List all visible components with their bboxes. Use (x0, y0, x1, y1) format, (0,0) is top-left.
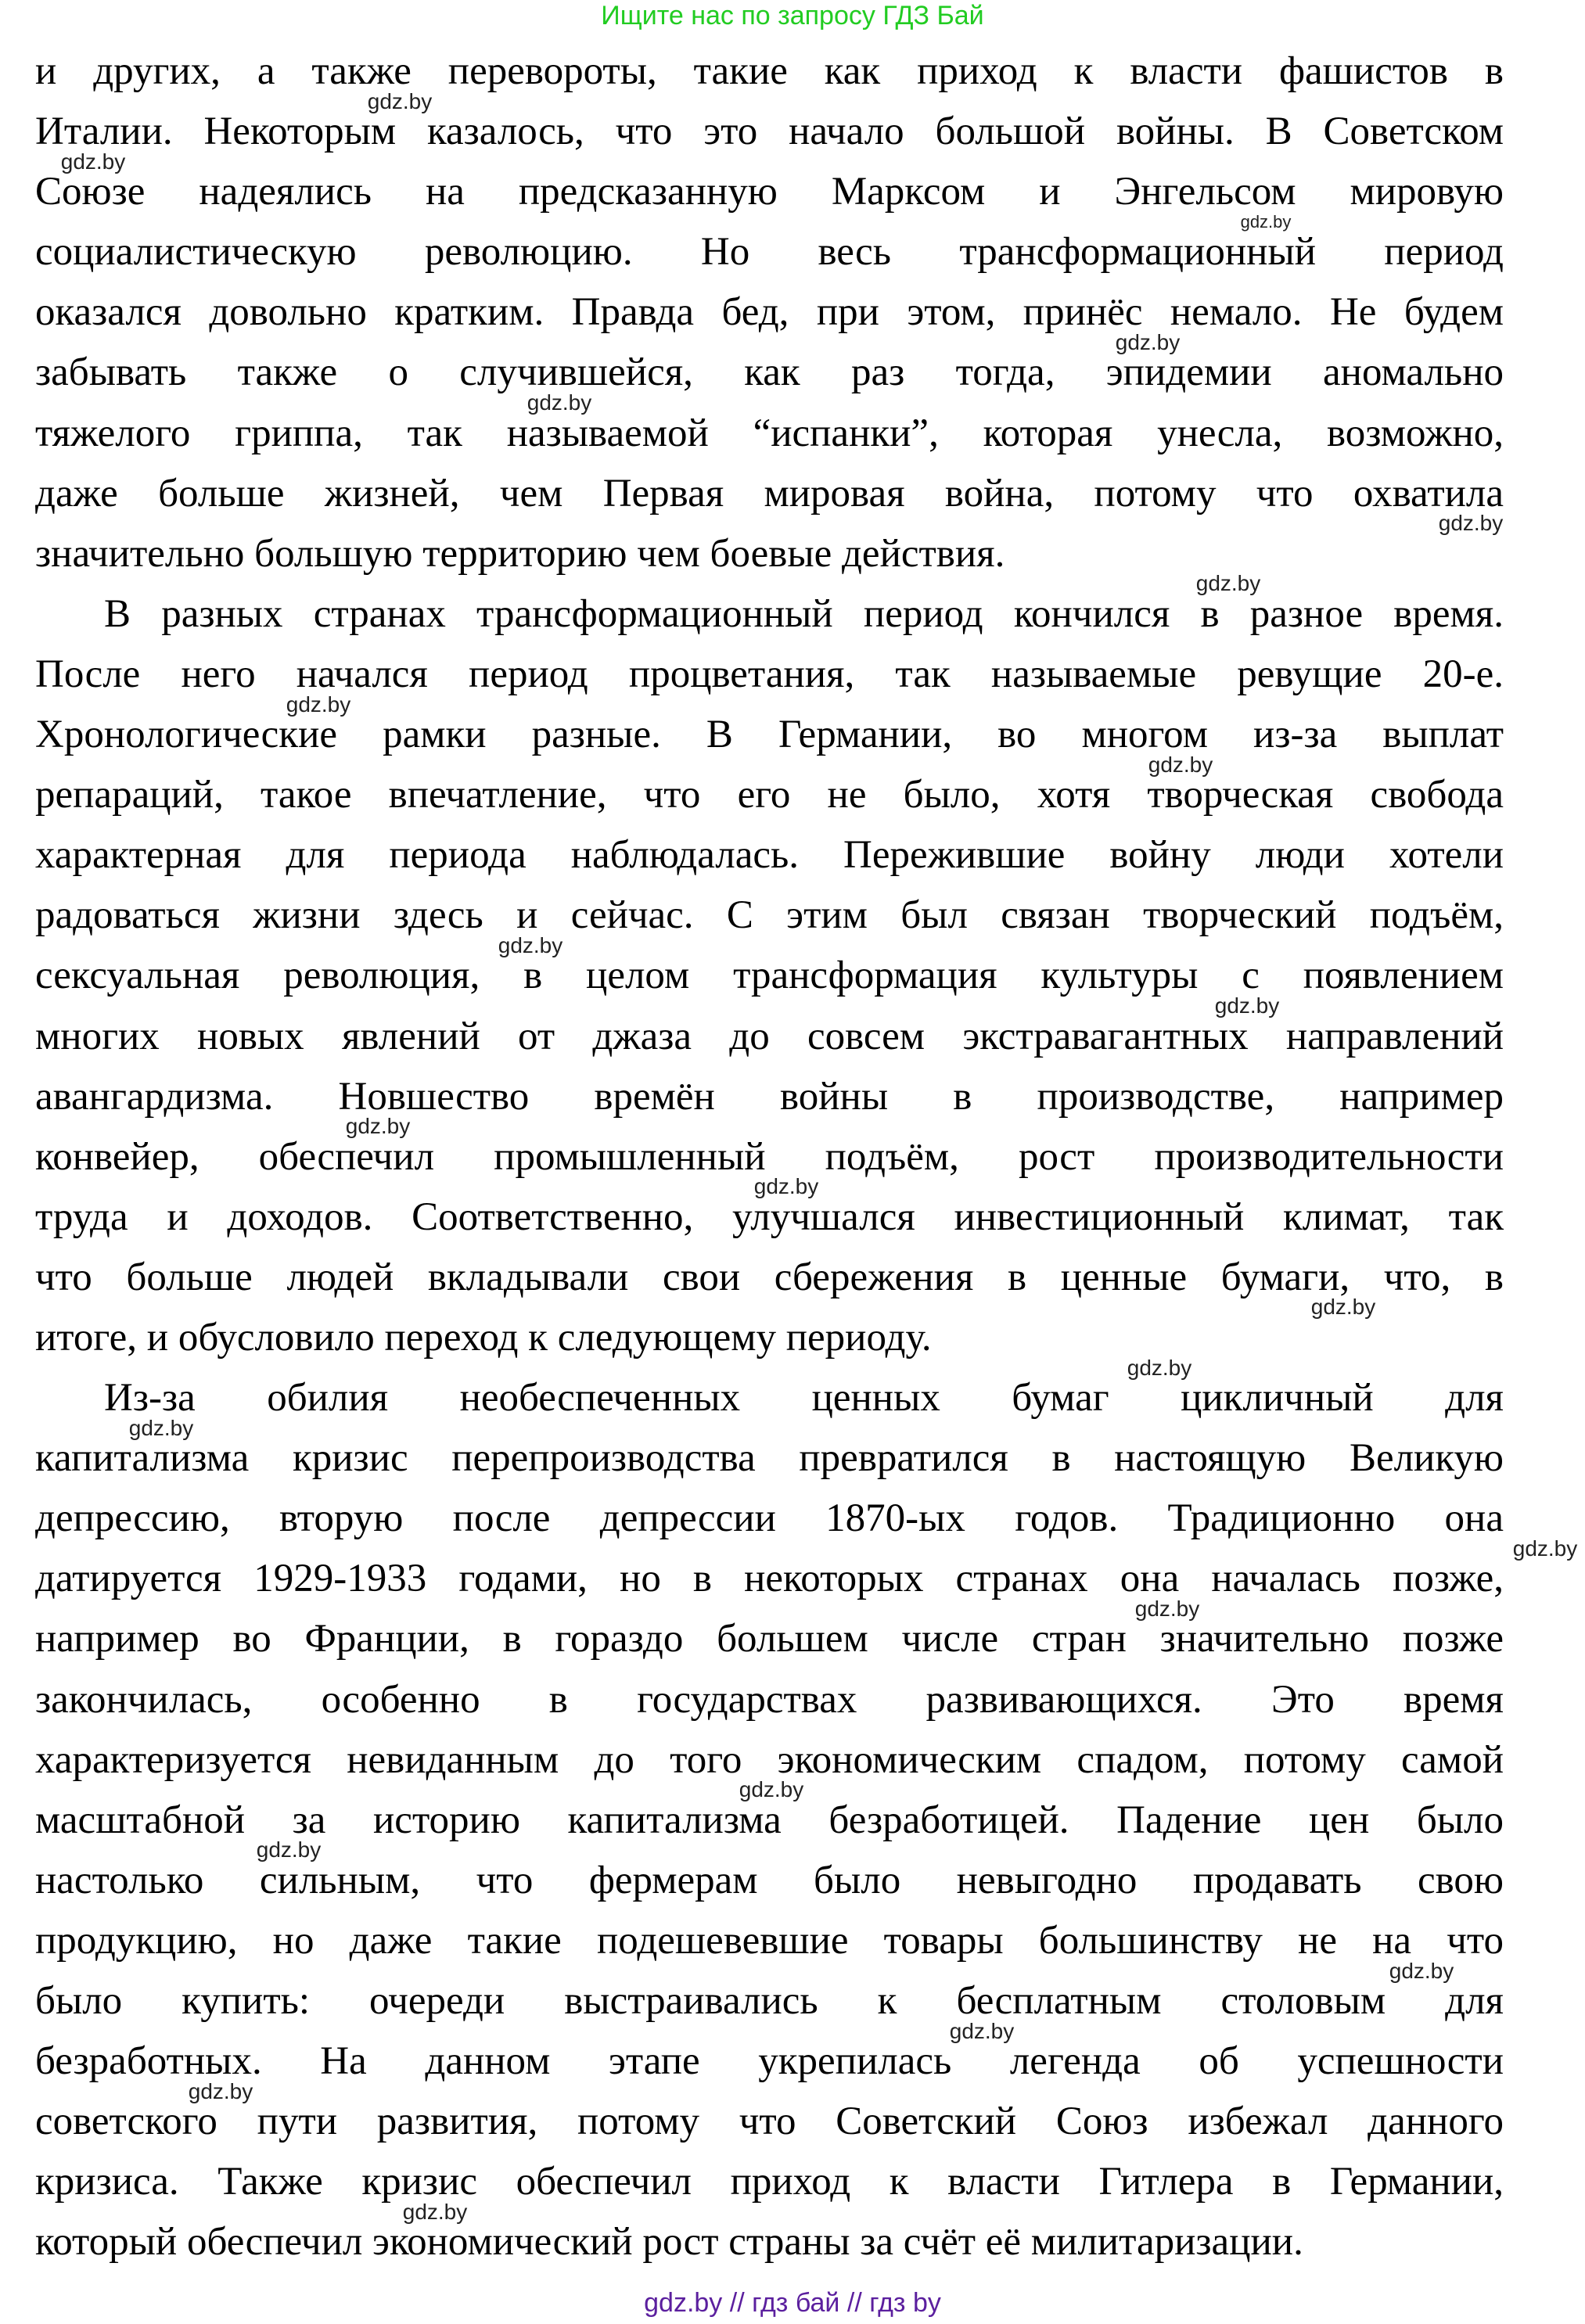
text-line: сексуальная революция, в целом трансформация культуры с появлением (35, 954, 1504, 998)
watermark: gdz.by (345, 1114, 411, 1138)
text-line: оказался довольно кратким. Правда бед, при этом, принёс немало. Не будем (35, 290, 1504, 335)
watermark: gdz.by (256, 1837, 322, 1862)
text-line: Из-за обилия необеспеченных ценных бумаг цикличный для (104, 1376, 1504, 1421)
watermark: gdz.by (1195, 571, 1261, 595)
document-body (35, 41, 1504, 2272)
text-line: радоваться жизни здесь и сейчас. С этим был связан творческий подъём, (35, 893, 1504, 938)
search-promo-header: Ищите нас по запросу ГДЗ Бай (601, 1, 984, 31)
watermark: gdz.by (60, 149, 126, 174)
text-line: кризиса. Также кризис обеспечил приход к власти Гитлера в Германии, (35, 2160, 1504, 2204)
text-line: настолько сильным, что фермерам было невыгодно продавать свою (35, 1858, 1504, 1902)
text-line: закончилась, особенно в государствах развивающихся. Это время (35, 1677, 1504, 1722)
watermark: gdz.by (1127, 1356, 1192, 1380)
text-line: было купить: очереди выстраивались к бесплатным столовым для (35, 1979, 1504, 2023)
paragraph (35, 41, 1504, 584)
watermark: gdz.by (527, 390, 592, 415)
text-line: характерная для периода наблюдалась. Пережившие войну люди хотели (35, 833, 1504, 878)
text-line: масштабной за историю капитализма безработицей. Падение цен было (35, 1798, 1504, 1842)
watermark: gdz.by (1512, 1536, 1578, 1561)
text-line: забывать также о случившейся, как раз тогда, эпидемии аномально (35, 350, 1504, 395)
text-line: и других, а также перевороты, такие как приход к власти фашистов в (35, 49, 1504, 93)
watermark: gdz.by (1240, 212, 1292, 232)
text-line: Союзе надеялись на предсказанную Марксом и Энгельсом мировую (35, 170, 1504, 214)
paragraph (35, 1368, 1504, 2272)
text-line: авангардизма. Новшество времён войны в производстве, например (35, 1074, 1504, 1119)
text-line: социалистическую революцию. Но весь трансформационный период (35, 230, 1504, 275)
text-line: труда и доходов. Соответственно, улучшался инвестиционный климат, так (35, 1194, 1504, 1239)
text-line: депрессию, вторую после депрессии 1870-ых годов. Традиционно она (35, 1496, 1504, 1541)
text-line: характеризуется невиданным до того экономическим спадом, потому самой (35, 1737, 1504, 1782)
text-line: тяжелого гриппа, так называемой “испанки”, которая унесла, возможно, (35, 411, 1504, 455)
text-line: капитализма кризис перепроизводства превратился в настоящую Великую (35, 1436, 1504, 1481)
text-line: итоге, и обусловило переход к следующему периоду. (35, 1315, 932, 1360)
text-line: который обеспечил экономический рост страны за счёт её милитаризации. (35, 2220, 1303, 2265)
watermark: gdz.by (367, 89, 433, 113)
text-line: значительно большую территорию чем боевые действия. (35, 531, 1005, 576)
watermark: gdz.by (1438, 511, 1504, 535)
text-line: Хронологические рамки разные. В Германии, во многом из-за выплат (35, 713, 1504, 757)
watermark: gdz.by (753, 1174, 819, 1198)
text-line: В разных странах трансформационный период кончился в разное время. (104, 591, 1504, 636)
text-line: продукцию, но даже такие подешевевшие товары большинству не на что (35, 1918, 1504, 1963)
text-line: датируется 1929-1933 годами, но в некоторых странах она началась позже, (35, 1557, 1504, 1601)
paragraph (35, 584, 1504, 1368)
text-line: что больше людей вкладывали свои сбережения в ценные бумаги, что, в (35, 1255, 1504, 1299)
watermark: gdz.by (949, 2019, 1015, 2043)
text-line: например во Франции, в гораздо большем числе стран значительно позже (35, 1617, 1504, 1661)
watermark: gdz.by (128, 1416, 194, 1440)
watermark: gdz.by (286, 692, 351, 717)
text-line: конвейер, обеспечил промышленный подъём, рост производительности (35, 1134, 1504, 1179)
text-line: даже больше жизней, чем Первая мировая война, потому что охватила (35, 471, 1504, 515)
watermark: gdz.by (498, 933, 563, 957)
site-footer-link[interactable]: gdz.by // гдз бай // гдз by (644, 2288, 941, 2318)
watermark: gdz.by (1214, 993, 1280, 1018)
watermark: gdz.by (1134, 1597, 1200, 1621)
watermark: gdz.by (188, 2079, 253, 2103)
text-line: После него начался период процветания, так называемые ревущие 20-е. (35, 652, 1504, 696)
watermark: gdz.by (402, 2200, 468, 2224)
watermark: gdz.by (1115, 330, 1181, 354)
watermark: gdz.by (1148, 753, 1213, 777)
text-line: Италии. Некоторым казалось, что это начало большой войны. В Советском (35, 110, 1504, 154)
text-line: многих новых явлений от джаза до совсем экстравагантных направлений (35, 1014, 1504, 1058)
watermark: gdz.by (739, 1777, 804, 1801)
watermark: gdz.by (1310, 1295, 1376, 1319)
text-line: советского пути развития, потому что Советский Союз избежал данного (35, 2100, 1504, 2144)
watermark: gdz.by (1389, 1959, 1454, 1983)
text-line: репараций, такое впечатление, что его не было, хотя творческая свобода (35, 773, 1504, 817)
text-line: безработных. На данном этапе укрепилась легенда об успешности (35, 2039, 1504, 2084)
